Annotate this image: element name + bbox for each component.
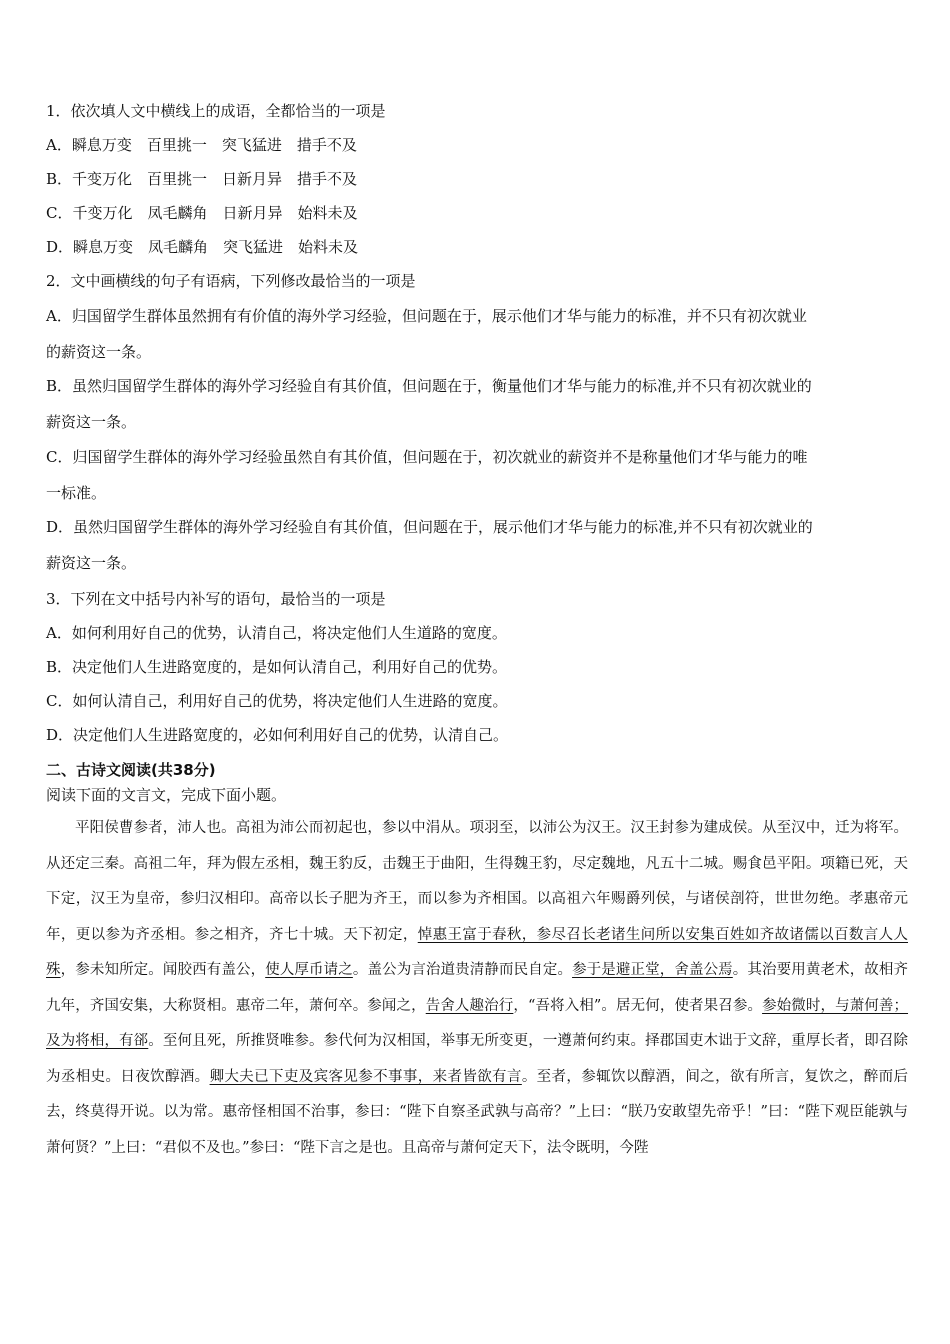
q1-option-a: A．瞬息万变 百里挑一 突飞猛进 措手不及 [46,136,357,154]
q2-option-a-line1: A．归国留学生群体虽然拥有有价值的海外学习经验，但问题在于，展示他们才华与能力的标准，并不只有初次就业 [46,307,807,325]
q2-option-c-line2: 一标准。 [46,484,107,502]
passage-text: 。至何且死，所推贤唯参。参代何为汉相国，举事无所变更，一遵萧何约束。择郡国吏木诎于文辞，重厚长者，即召除为丞相史。日夜饮醇酒。 [46,1033,909,1085]
q1-option-b: B．千变万化 百里挑一 日新月异 措手不及 [46,170,358,188]
underlined-sentence-6: 卿大夫已下吏及宾客见参不事事，来者皆欲有言 [209,1068,522,1085]
q1-stem: 1．依次填人文中横线上的成语，全都恰当的一项是 [46,102,386,120]
underlined-sentence-3: 参于是避正堂，舍盖公焉 [572,962,733,978]
underlined-sentence-4: 告舍人趣治行 [425,997,514,1014]
passage-text: ，“吾将入相”。居无何，使者果召参。 [513,997,763,1014]
passage-text: 。至者，参辄饮以醇酒，间之，欲有所言，复饮之，醉而后去，终莫得开说。以为常。惠帝怪相国不治事，参曰：“陛下自察圣武孰与高帝？”上曰：“朕乃安敢望先帝乎！”曰：“陛下观臣能孰与萧何贤？”上曰：“君似不及也。”参曰：“陛下言之是也。且高帝与萧何定天下，法令既明，今陛 [46,1068,909,1156]
q3-option-c: C．如何认清自己，利用好自己的优势，将决定他们人生进路的宽度。 [46,692,508,710]
q3-option-a: A．如何利用好自己的优势，认清自己，将决定他们人生道路的宽度。 [46,624,507,642]
underlined-sentence-2: 使人厚币请之 [265,962,353,978]
passage-text: 平阳侯曹参者，沛人也。高祖为沛公而初起也，参以中涓从。项羽至，以沛公为汉王。汉王封参为建成侯。从至汉中，迁为将军。从还定三秦。高祖二年，拜为假左丞相，魏王豹反，击魏王于曲阳，生得魏王豹，尽定魏地，凡五十二城。赐食邑平阳。项籍已死，天下定，汉王为皇帝，参归汉相印。高帝以长子肥为齐王，而以参为齐相国。以高祖六年赐爵列侯，与诸侯剖符，世世勿绝。孝惠帝元年，更以参为齐丞相。参之相齐，齐七十城。天下初定， [46,820,908,943]
q2-option-b-line1: B．虽然归国留学生群体的海外学习经验自有其价值，但问题在于，衡量他们才华与能力的标准,并不只有初次就业的 [46,377,812,395]
q2-option-a-line2: 的薪资这一条。 [46,343,152,361]
section-instructions: 阅读下面的文言文，完成下面小题。 [46,786,287,804]
section-heading: 二、古诗文阅读(共38分) [46,761,216,779]
q2-option-c-line1: C．归国留学生群体的海外学习经验虽然自有其价值，但问题在于，初次就业的薪资并不是称量他们才华与能力的唯 [46,448,808,466]
underlined-sentence-5: 参始微时，与萧何善；及为将相，有郤 [46,997,909,1049]
passage-text: 。其治要用黄老术，故相齐九年，齐国安集，大称贤相。惠帝二年，萧何卒。参闻之， [46,962,909,1014]
q3-option-b: B．决定他们人生进路宽度的，是如何认清自己，利用好自己的优势。 [46,658,508,676]
underlined-sentence-1: 悼惠王富于春秋，参尽召长老诸生问所以安集百姓如齐故诸儒以百数言人人殊 [46,926,909,978]
classical-passage [46,811,908,1166]
q2-stem: 2．文中画横线的句子有语病，下列修改最恰当的一项是 [46,272,416,290]
q1-option-c: C．千变万化 凤毛麟角 日新月异 始料未及 [46,204,358,222]
q3-stem: 3．下列在文中括号内补写的语句，最恰当的一项是 [46,590,386,608]
q3-option-d: D．决定他们人生进路宽度的，必如何利用好自己的优势，认清自己。 [46,726,509,744]
q1-option-d: D．瞬息万变 凤毛麟角 突飞猛进 始料未及 [46,238,359,256]
passage-text: ，参未知所定。闻胶西有盖公， [60,962,266,978]
q2-option-d-line1: D．虽然归国留学生群体的海外学习经验自有其价值，但问题在于，展示他们才华与能力的标准,并不只有初次就业的 [46,518,813,536]
q2-option-d-line2: 薪资这一条。 [46,554,137,572]
q2-option-b-line2: 薪资这一条。 [46,413,137,431]
passage-text: 。盖公为言治道贵清静而民自定。 [352,962,573,978]
